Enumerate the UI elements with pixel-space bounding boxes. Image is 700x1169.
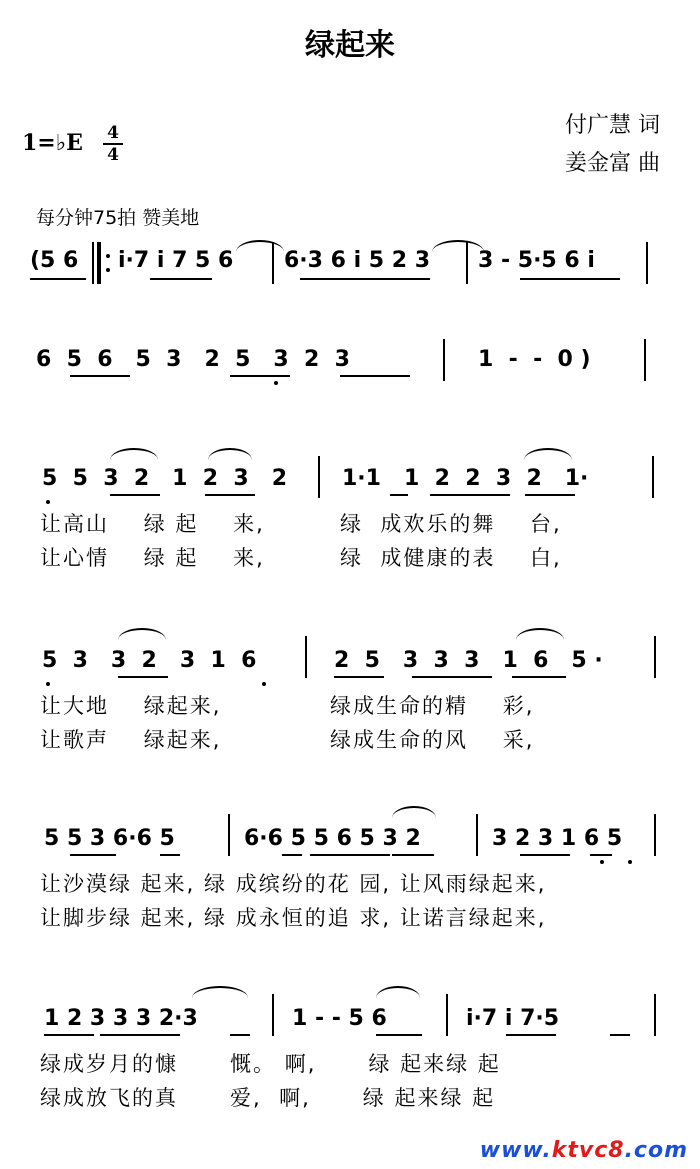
time-signature-bottom: 4 xyxy=(107,145,119,165)
lyric: 绿成生命的风 采, xyxy=(330,728,535,752)
measure: 1·1 1 2 2 3 2 1· xyxy=(342,466,589,491)
score-line-3 xyxy=(0,448,700,578)
score-line-5 xyxy=(0,806,700,936)
measure: 1 2 3 3 3 2·3 xyxy=(44,1006,198,1031)
measure: 5 5 3 2 1 2 3 2 xyxy=(42,466,288,491)
composer-credit: 姜金富 曲 xyxy=(565,151,660,176)
lyric: 绿 成欢乐的舞 台, xyxy=(340,512,562,536)
lyric: 让心情 绿 起 来, xyxy=(40,546,265,570)
measure: 3 2 3 1 6 5 xyxy=(492,826,623,851)
measure: 6·6 5 5 6 5 3 2 xyxy=(244,826,421,851)
score-line-2 xyxy=(0,335,700,465)
lyricist-credit: 付广慧 词 xyxy=(565,113,660,138)
measure: 1 - - 5 6 xyxy=(292,1006,387,1031)
lyric: 绿成放飞的真 爱, 啊, 绿 起来绿 起 xyxy=(40,1086,496,1110)
key-signature: 1=♭E xyxy=(22,130,83,156)
measure: 5 5 3 6·6 5 xyxy=(44,826,175,851)
lyric: 绿成生命的精 彩, xyxy=(330,694,535,718)
site-watermark xyxy=(480,1138,688,1163)
song-title: 绿起来 xyxy=(305,28,395,63)
watermark-prefix: www. xyxy=(479,1138,552,1163)
lyric: 让沙漠绿 起来, 绿 成缤纷的花 园, 让风雨绿起来, xyxy=(40,872,547,896)
measure: 3 - 5·5 6 i xyxy=(478,248,595,273)
watermark-brand: ktvc8 xyxy=(551,1138,625,1163)
measure: 2 5 3 3 3 1 6 5 · xyxy=(334,648,603,673)
measure: i·7 i 7 5 6 xyxy=(118,248,234,273)
tempo-marking: 每分钟75拍 赞美地 xyxy=(36,207,200,229)
measure: 6·3 6 i 5 2 3 xyxy=(284,248,431,273)
time-signature xyxy=(103,124,123,164)
measure: 6 5 6 5 3 2 5 3 2 3 xyxy=(36,347,350,372)
lyric: 让歌声 绿起来, xyxy=(40,728,222,752)
score-line-6 xyxy=(0,982,700,1112)
lyric: 让高山 绿 起 来, xyxy=(40,512,265,536)
measure: 5 3 3 2 3 1 6 xyxy=(42,648,257,673)
lyric: 让大地 绿起来, xyxy=(40,694,222,718)
lyric: 绿 成健康的表 白, xyxy=(340,546,562,570)
watermark-suffix: .com xyxy=(624,1138,688,1163)
lyric: 绿成岁月的慷 慨。 啊, 绿 起来绿 起 xyxy=(40,1052,501,1076)
measure: i·7 i 7·5 xyxy=(466,1006,560,1031)
measure: 1 - - 0 ) xyxy=(478,347,591,372)
lyric: 让脚步绿 起来, 绿 成永恒的追 求, 让诺言绿起来, xyxy=(40,906,547,930)
score-line-4 xyxy=(0,628,700,758)
time-signature-top: 4 xyxy=(107,123,119,143)
measure: (5 6 xyxy=(30,248,79,273)
